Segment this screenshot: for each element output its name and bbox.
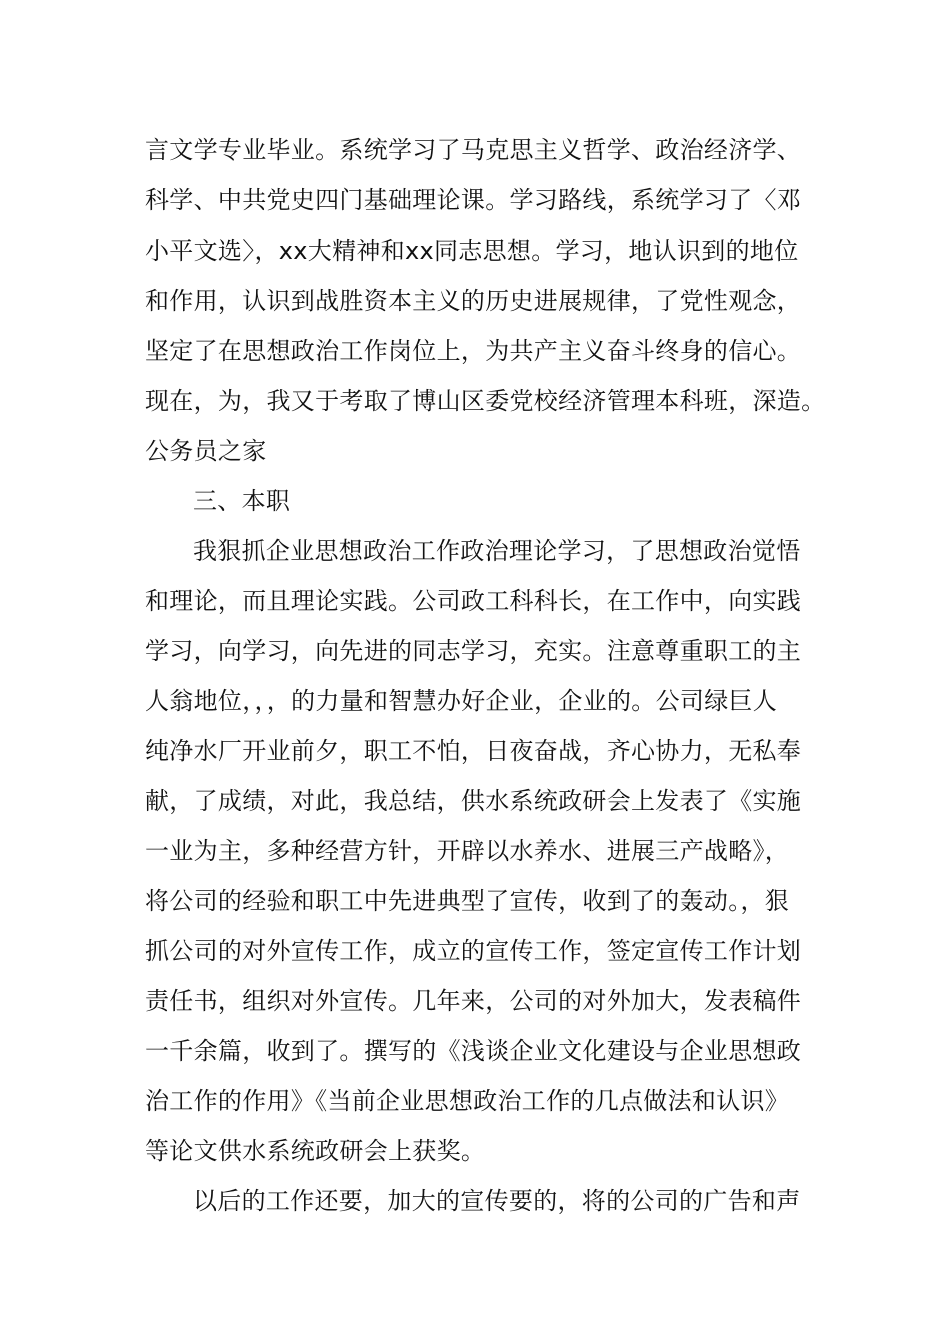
text-line: 治工作的作用》《当前企业思想政治工作的几点做法和认识》	[145, 1087, 790, 1115]
text-line: 和作用，认识到战胜资本主义的历史进展规律，了党性观念，	[145, 287, 802, 315]
text-line: 抓公司的对外宣传工作，成立的宣传工作，签定宣传工作计划	[145, 937, 802, 965]
paragraph-start: 以后的工作还要，加大的宣传要的，将的公司的广告和声	[193, 1187, 801, 1215]
text-line: 公务员之家	[145, 437, 267, 465]
text-line: 等论文供水系统政研会上获奖。	[145, 1137, 486, 1165]
text-line: 人翁地位，，，的力量和智慧办好企业，企业的。公司绿巨人	[145, 687, 778, 715]
text-line: 一千余篇，收到了。撰写的《浅谈企业文化建设与企业思想政	[145, 1037, 802, 1065]
text-line: 言文学专业毕业。系统学习了马克思主义哲学、政治经济学、	[145, 136, 802, 164]
text-line: 现在，为，我又于考取了博山区委党校经济管理本科班，深造。	[145, 387, 826, 415]
text-line: 纯净水厂开业前夕，职工不怕，日夜奋战，齐心协力，无私奉	[145, 737, 802, 765]
text-line: 和理论，而且理论实践。公司政工科科长，在工作中，向实践	[145, 587, 802, 615]
text-line: 一业为主，多种经营方针，开辟以水养水、进展三产战略》，	[145, 837, 790, 865]
text-line: 科学、中共党史四门基础理论课。学习路线，系统学习了〈邓	[145, 186, 802, 214]
text-line: 将公司的经验和职工中先进典型了宣传，收到了的轰动。，狠	[145, 887, 790, 915]
text-line: 坚定了在思想政治工作岗位上，为共产主义奋斗终身的信心。	[145, 337, 802, 365]
text-line: 献，了成绩，对此，我总结，供水系统政研会上发表了《实施	[145, 787, 802, 815]
text-line: 学习，向学习，向先进的同志学习，充实。注意尊重职工的主	[145, 637, 802, 665]
section-heading: 三、本职	[193, 487, 291, 515]
text-line: 责任书，组织对外宣传。几年来，公司的对外加大，发表稿件	[145, 987, 802, 1015]
paragraph-start: 我狠抓企业思想政治工作政治理论学习，了思想政治觉悟	[193, 537, 801, 565]
text-line: 小平文选〉，xx大精神和xx同志思想。学习，地认识到的地位	[145, 237, 799, 265]
